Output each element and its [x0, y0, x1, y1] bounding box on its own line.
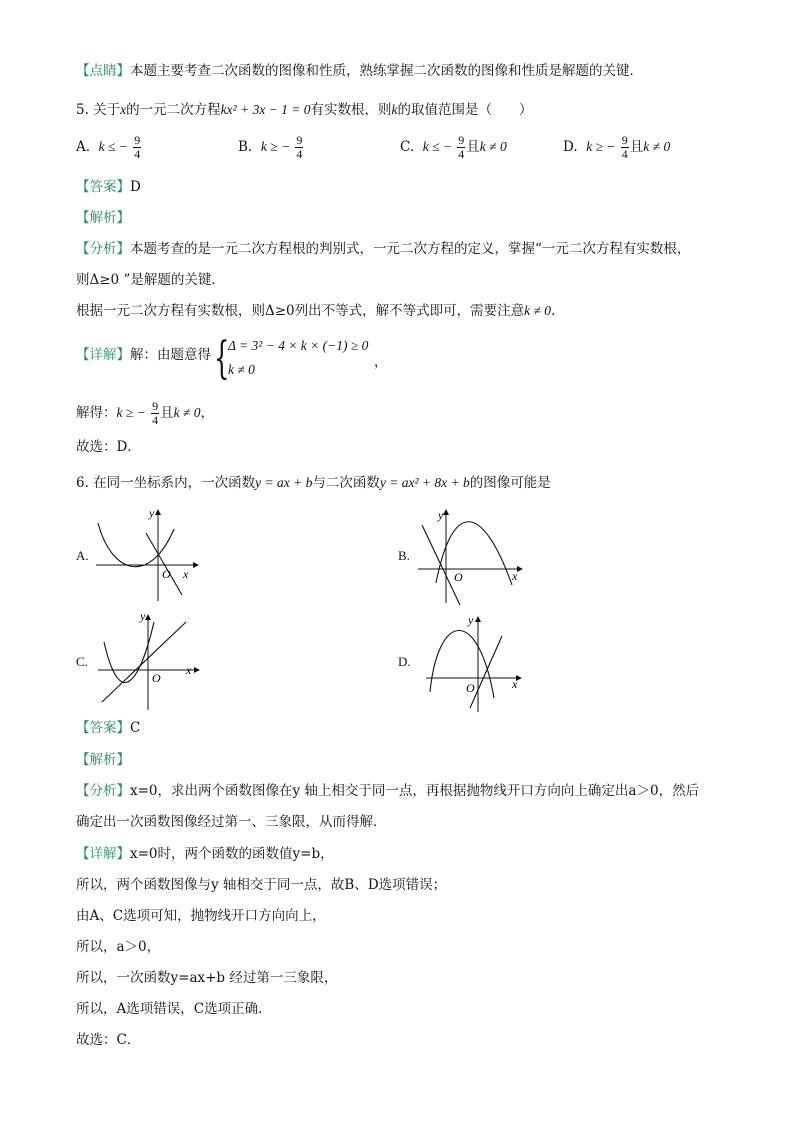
question-6	[76, 474, 551, 492]
reason-line-6	[76, 1031, 140, 1049]
fraction: $\frac{9}{4}$	[134, 133, 141, 161]
q5-var-k: k	[391, 102, 398, 117]
detail-6	[76, 845, 334, 863]
graph-c-label: C.	[76, 654, 88, 669]
analysis-5-cont	[76, 271, 225, 289]
graph-b-y-label: y	[438, 508, 444, 522]
analysis-tag: 【分析】	[76, 783, 130, 799]
choose-5	[76, 438, 141, 456]
graph-d-label: D.	[398, 654, 411, 669]
q6-mid: 与二次函数	[312, 475, 380, 491]
system-eq-2: k ≠ 0	[228, 362, 255, 377]
analysis-5	[76, 240, 690, 258]
graph-d-origin: O	[466, 681, 475, 695]
summary-line	[76, 62, 643, 80]
q5-mid2: 有实数根，则	[310, 102, 392, 118]
graph-c[interactable]	[90, 612, 200, 712]
comma: ，	[374, 354, 388, 369]
answer-tag: 【答案】	[76, 720, 130, 736]
reason-line-5	[76, 1000, 272, 1018]
q5-equation: kx² + 3x − 1 = 0	[220, 102, 311, 117]
graph-d-y-label: y	[468, 613, 474, 627]
reason-line-4	[76, 969, 337, 987]
reason-line-3	[76, 938, 160, 956]
graph-c-x-label: x	[186, 663, 192, 677]
analysis-5-line3	[76, 302, 565, 320]
analysis-tag: 【分析】	[76, 241, 130, 257]
option-b-ineq: k ≥ −	[260, 139, 291, 154]
graph-d-x-label: x	[512, 677, 518, 691]
fraction: $\frac{9}{4}$	[152, 399, 159, 427]
question-5	[76, 101, 533, 119]
answer-tag: 【答案】	[76, 179, 130, 195]
graph-a-y-label: y	[149, 506, 155, 520]
answer-5	[76, 178, 141, 196]
fraction: $\frac{9}{4}$	[296, 133, 303, 161]
fraction: $\frac{9}{4}$	[458, 133, 465, 161]
option-a-ineq: k ≤ −	[98, 139, 128, 154]
system-line-1	[228, 338, 368, 354]
answer-6	[76, 719, 140, 737]
jiexi-5	[76, 209, 130, 227]
graph-a-origin: O	[162, 567, 171, 581]
reason-text: 所以，A选项错误，C选项正确．	[76, 1001, 272, 1017]
analysis-text-cont: 则Δ≥0 ”是解题的关键．	[76, 272, 225, 288]
analysis-text: 本题考查的是一元二次方程根的判别式，一元二次方程的定义，掌握“一元二次方程有实数根，	[130, 241, 691, 257]
system-line-2	[228, 362, 255, 378]
graph-c-y-label: y	[140, 612, 146, 623]
q6-suffix: 的图像可能是	[469, 475, 551, 491]
graph-b-origin: O	[454, 570, 463, 584]
jiexi-tag: 【解析】	[76, 752, 130, 768]
answer-value: C	[130, 720, 141, 736]
analysis-text: x=0，求出两个函数图像在y 轴上相交于同一点，再根据抛物线开口方向向上确定出a＞0，然后	[130, 783, 700, 799]
analysis-6	[76, 782, 699, 800]
reason-text: 所以，两个函数图像与y 轴相交于同一点，故B、D选项错误；	[76, 877, 447, 893]
q5-mid: 的一元二次方程	[126, 102, 221, 118]
option-a[interactable]	[76, 134, 142, 161]
graph-d[interactable]	[412, 612, 524, 714]
graph-c-origin: O	[152, 671, 161, 685]
detail-text: x=0时，两个函数的函数值y=b，	[130, 846, 334, 862]
choose-text: 故选：D．	[76, 439, 141, 455]
graph-b[interactable]	[412, 505, 524, 607]
analysis-6-cont	[76, 813, 387, 831]
graph-a-x-label: x	[183, 567, 189, 581]
jiexi-6	[76, 751, 130, 769]
detail-tag: 【详解】	[76, 846, 130, 862]
graph-b-label: B.	[398, 548, 410, 563]
reason-line-1	[76, 876, 446, 894]
analysis-line3-text: 根据一元二次方程有实数根，则Δ≥0列出不等式，解不等式即可，需要注意	[76, 303, 525, 319]
option-a-label: A.	[76, 139, 91, 155]
option-d-and: 且	[629, 139, 644, 155]
solve-prefix: 解得：	[76, 405, 117, 421]
summary-text: 本题主要考查二次函数的图像和性质，熟练掌握二次函数的图像和性质是解题的关键．	[130, 63, 643, 79]
graph-b-x-label: x	[512, 569, 518, 583]
option-c-cond: k ≠ 0	[479, 139, 507, 154]
q5-suffix: 的取值范围是（ ）	[397, 102, 533, 118]
analysis-line3-end: ．	[551, 303, 565, 319]
system-eq-1: Δ = 3² − 4 × k × (−1) ≥ 0	[228, 338, 369, 353]
option-c-and: 且	[466, 139, 480, 155]
detail-tag: 【详解】	[76, 347, 130, 363]
option-b[interactable]	[238, 134, 304, 161]
reason-text: 所以，一次函数y=ax+b 经过第一三象限，	[76, 970, 338, 986]
graph-a-label: A.	[76, 548, 89, 563]
analysis-text-cont: 确定出一次函数图像经过第一、三象限，从而得解．	[76, 814, 387, 830]
detail-5	[76, 346, 211, 364]
solve-ineq: k ≥ −	[116, 405, 146, 420]
reason-text: 所以，a＞0，	[76, 939, 161, 955]
system-brace: {	[214, 333, 230, 384]
analysis-line3-cond: k ≠ 0	[524, 303, 552, 318]
fraction: $\frac{9}{4}$	[621, 133, 628, 161]
q6-prefix: 6. 在同一坐标系内，一次函数	[76, 475, 256, 491]
reason-text: 故选：C．	[76, 1032, 141, 1048]
q6-linear: y = ax + b	[255, 475, 313, 490]
solve-5	[76, 400, 214, 427]
solve-and: 且	[160, 405, 174, 421]
system-comma	[374, 350, 388, 370]
dianjing-tag: 【点睛】	[76, 63, 130, 79]
option-b-label: B.	[238, 139, 253, 155]
reason-text: 由A、C选项可知，抛物线开口方向向上，	[76, 908, 326, 924]
jiexi-tag: 【解析】	[76, 210, 130, 226]
q5-var-x: x	[120, 102, 127, 117]
option-c-label: C.	[400, 139, 415, 155]
q6-quadratic: y = ax² + 8x + b	[379, 475, 470, 490]
detail-text: 解：由题意得	[130, 347, 211, 363]
option-c[interactable]	[400, 134, 507, 161]
solve-comma: ，	[200, 405, 214, 421]
option-d-cond: k ≠ 0	[643, 139, 671, 154]
option-d-label: D.	[563, 139, 578, 155]
reason-line-2	[76, 907, 326, 925]
q5-prefix: 5. 关于	[76, 102, 121, 118]
graph-a[interactable]	[90, 505, 200, 605]
solve-cond: k ≠ 0	[173, 405, 201, 420]
option-d-ineq: k ≥ −	[586, 139, 616, 154]
answer-value: D	[130, 179, 141, 195]
option-d[interactable]	[563, 134, 670, 161]
option-c-ineq: k ≤ −	[422, 139, 452, 154]
